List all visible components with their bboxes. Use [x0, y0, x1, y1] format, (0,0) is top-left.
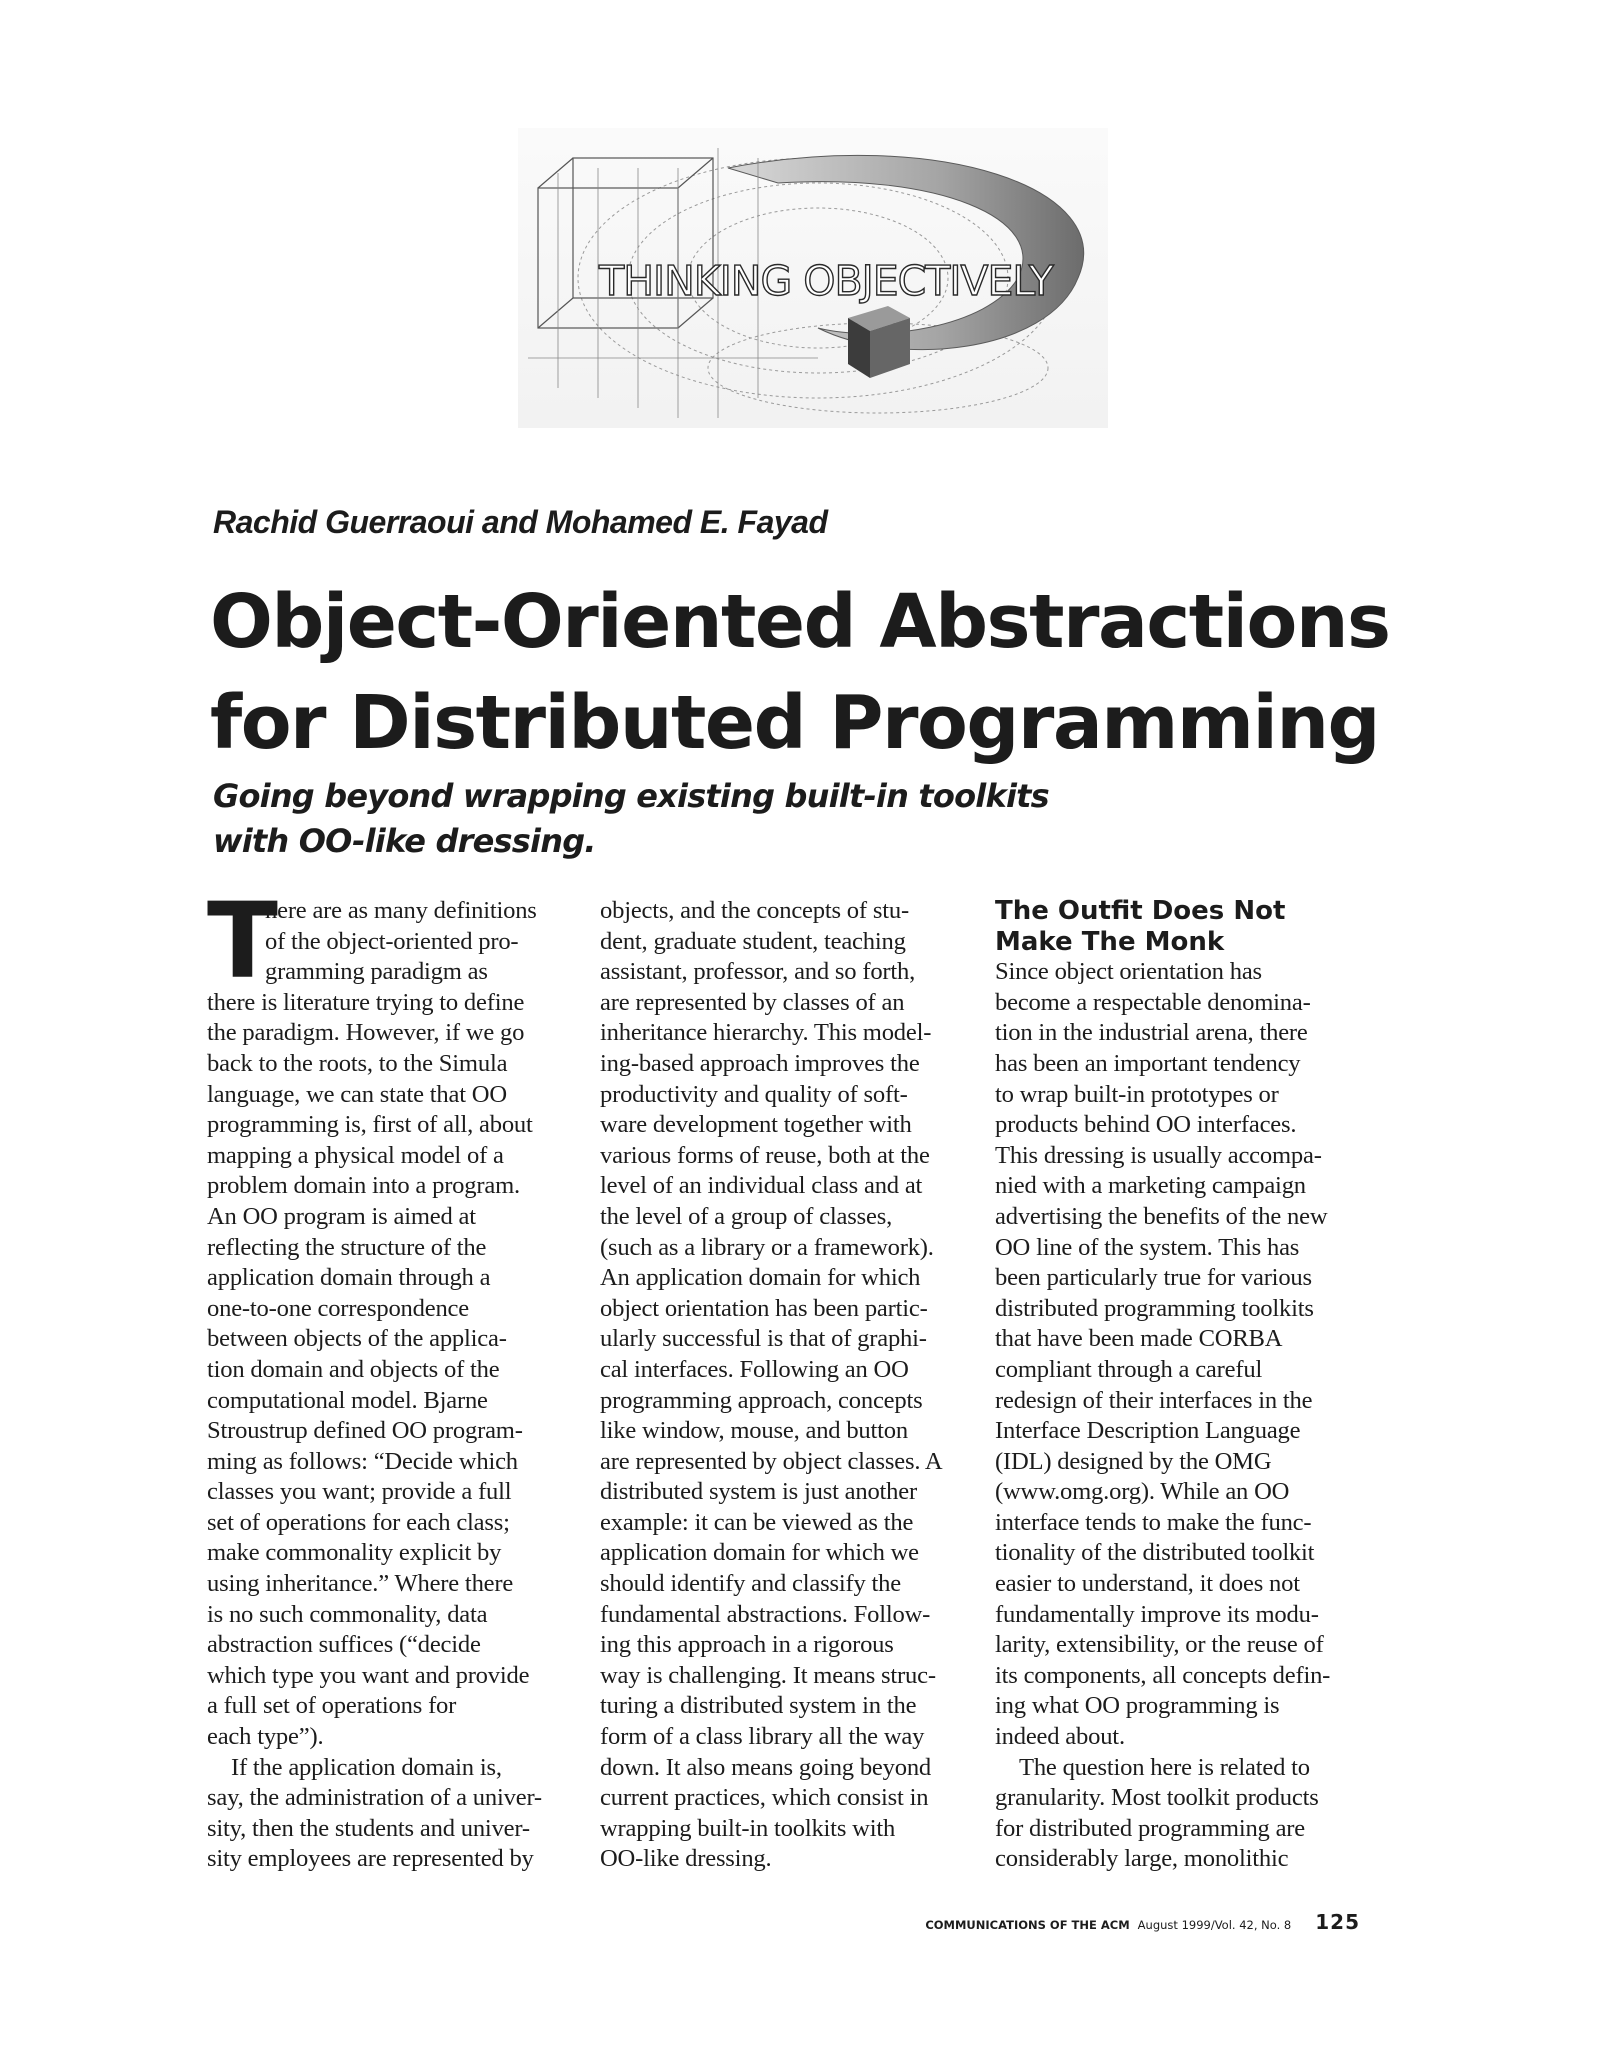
text-line: abstraction suffices (“decide [207, 1631, 481, 1659]
text-line: interface tends to make the func- [995, 1508, 1312, 1536]
text-line: a full set of operations for [207, 1692, 457, 1720]
deck-line: Going beyond wrapping existing built-in toolkits [213, 777, 1049, 815]
text-line: turing a distributed system in the [600, 1692, 917, 1720]
text-line: tion in the industrial arena, there [995, 1019, 1308, 1047]
text-line: distributed system is just another [600, 1478, 917, 1506]
text-line: reflecting the structure of the [207, 1233, 487, 1261]
text-line: classes you want; provide a full [207, 1478, 512, 1506]
text-line: language, we can state that OO [207, 1080, 507, 1108]
text-line: set of operations for each class; [207, 1508, 510, 1536]
text-line: level of an individual class and at [600, 1172, 923, 1200]
text-line: ing-based approach improves the [600, 1049, 920, 1077]
deck-line: with OO-like dressing. [213, 822, 596, 860]
section-heading-line: The Outfit Does Not [995, 896, 1286, 926]
text-line: application domain through a [207, 1264, 491, 1292]
text-line: wrapping built-in toolkits with [600, 1814, 896, 1842]
text-line: of the object-oriented pro- [265, 927, 519, 955]
page-number: 125 [1315, 1910, 1360, 1934]
text-line: like window, mouse, and button [600, 1417, 908, 1445]
text-line: programming is, first of all, about [207, 1111, 533, 1139]
text-line: ware development together with [600, 1111, 912, 1139]
text-line: fundamental abstractions. Follow- [600, 1600, 931, 1628]
text-line: example: it can be viewed as the [600, 1508, 914, 1536]
text-line: compliant through a careful [995, 1355, 1263, 1383]
text-line: tionality of the distributed toolkit [995, 1539, 1315, 1567]
text-line: there is literature trying to define [207, 988, 525, 1016]
issue-info: August 1999/Vol. 42, No. 8 [1137, 1918, 1292, 1932]
text-line: dent, graduate student, teaching [600, 927, 906, 955]
authors: Rachid Guerraoui and Mohamed E. Fayad [213, 504, 828, 540]
text-line: for distributed programming are [995, 1814, 1306, 1842]
text-line: using inheritance.” Where there [207, 1570, 514, 1598]
text-line: say, the administration of a univer- [207, 1784, 542, 1812]
text-line: ing what OO programming is [995, 1692, 1280, 1720]
text-line: various forms of reuse, both at the [600, 1141, 930, 1169]
text-line: (www.omg.org). While an OO [995, 1478, 1290, 1506]
text-line: application domain for which we [600, 1539, 919, 1567]
text-line: An OO program is aimed at [207, 1202, 476, 1230]
body-column-3 [995, 896, 1375, 1875]
text-line: between objects of the applica- [207, 1325, 507, 1353]
text-line: This dressing is usually accompa- [995, 1141, 1322, 1169]
text-line: OO-like dressing. [600, 1845, 772, 1873]
journal-name: COMMUNICATIONS OF THE ACM [925, 1918, 1130, 1932]
drop-cap: T [207, 880, 278, 1002]
text-line: are represented by classes of an [600, 988, 905, 1016]
text-line: (such as a library or a framework). [600, 1233, 934, 1261]
text-line: make commonality explicit by [207, 1539, 502, 1567]
text-line: programming approach, concepts [600, 1386, 923, 1414]
text-line: nied with a marketing campaign [995, 1172, 1306, 1200]
text-line: that have been made CORBA [995, 1325, 1283, 1353]
text-line: If the application domain is, [231, 1753, 502, 1781]
text-line: to wrap built-in prototypes or [995, 1080, 1279, 1108]
text-line: object orientation has been partic- [600, 1294, 928, 1322]
article-deck [213, 774, 1313, 864]
text-line: down. It also means going beyond [600, 1753, 932, 1781]
section-body [995, 957, 1375, 1875]
text-line: An application domain for which [600, 1264, 921, 1292]
text-line: ularly successful is that of graphi- [600, 1325, 927, 1353]
text-line: cal interfaces. Following an OO [600, 1355, 909, 1383]
text-line: current practices, which consist in [600, 1784, 929, 1812]
text-line: redesign of their interfaces in the [995, 1386, 1313, 1414]
text-line: larity, extensibility, or the reuse of [995, 1631, 1324, 1659]
text-line: easier to understand, it does not [995, 1570, 1300, 1598]
text-line: the level of a group of classes, [600, 1202, 893, 1230]
text-line: Interface Description Language [995, 1417, 1301, 1445]
column-logo [518, 128, 1108, 428]
text-line: (IDL) designed by the OMG [995, 1447, 1272, 1475]
text-line: fundamentally improve its modu- [995, 1600, 1319, 1628]
text-line: considerably large, monolithic [995, 1845, 1289, 1873]
text-line: gramming paradigm as [265, 958, 488, 986]
page-footer [880, 1910, 1360, 1940]
title-line: Object-Oriented Abstractions [210, 579, 1390, 665]
text-line: has been an important tendency [995, 1049, 1301, 1077]
text-line: its components, all concepts defin- [995, 1661, 1331, 1689]
text-line: Since object orientation has [995, 958, 1262, 986]
text-line: sity, then the students and univer- [207, 1814, 530, 1842]
text-line: products behind OO interfaces. [995, 1111, 1297, 1139]
column-logo-wordmark: THINKING OBJECTIVELY [599, 257, 1053, 305]
text-line: Stroustrup defined OO program- [207, 1417, 523, 1445]
body-column-1 [207, 880, 582, 1875]
text-line: become a respectable denomina- [995, 988, 1311, 1016]
text-line: here are as many definitions [265, 897, 537, 924]
text-line: ing this approach in a rigorous [600, 1631, 894, 1659]
text-line: the paradigm. However, if we go [207, 1019, 525, 1047]
section-heading-line: Make The Monk [995, 926, 1225, 957]
text-line: OO line of the system. This has [995, 1233, 1300, 1261]
text-line: should identify and classify the [600, 1570, 901, 1598]
text-line: which type you want and provide [207, 1661, 530, 1689]
text-line: one-to-one correspondence [207, 1294, 469, 1322]
title-line: for Distributed Programming [210, 680, 1380, 766]
text-line: are represented by object classes. A [600, 1447, 943, 1475]
text-line: indeed about. [995, 1723, 1125, 1751]
text-line: ming as follows: “Decide which [207, 1447, 518, 1475]
text-line: The question here is related to [1019, 1753, 1310, 1781]
text-line: problem domain into a program. [207, 1172, 520, 1200]
text-line: productivity and quality of soft- [600, 1080, 908, 1108]
body-column-2 [600, 896, 975, 1875]
text-line: is no such commonality, data [207, 1600, 488, 1628]
text-line: back to the roots, to the Simula [207, 1049, 508, 1077]
text-line: assistant, professor, and so forth, [600, 958, 916, 986]
text-line: computational model. Bjarne [207, 1386, 488, 1414]
text-line: way is challenging. It means struc- [600, 1661, 936, 1689]
text-line: tion domain and objects of the [207, 1355, 500, 1383]
text-line: mapping a physical model of a [207, 1141, 504, 1169]
text-line: granularity. Most toolkit products [995, 1784, 1319, 1812]
article-title [210, 572, 1410, 774]
text-line: each type”). [207, 1723, 324, 1751]
text-line: sity employees are represented by [207, 1845, 534, 1873]
text-line: inheritance hierarchy. This model- [600, 1019, 932, 1047]
text-line: form of a class library all the way [600, 1723, 925, 1751]
section-heading [995, 896, 1375, 957]
text-line: objects, and the concepts of stu- [600, 897, 909, 924]
text-line: been particularly true for various [995, 1264, 1312, 1292]
text-line: advertising the benefits of the new [995, 1202, 1328, 1230]
text-line: distributed programming toolkits [995, 1294, 1314, 1322]
